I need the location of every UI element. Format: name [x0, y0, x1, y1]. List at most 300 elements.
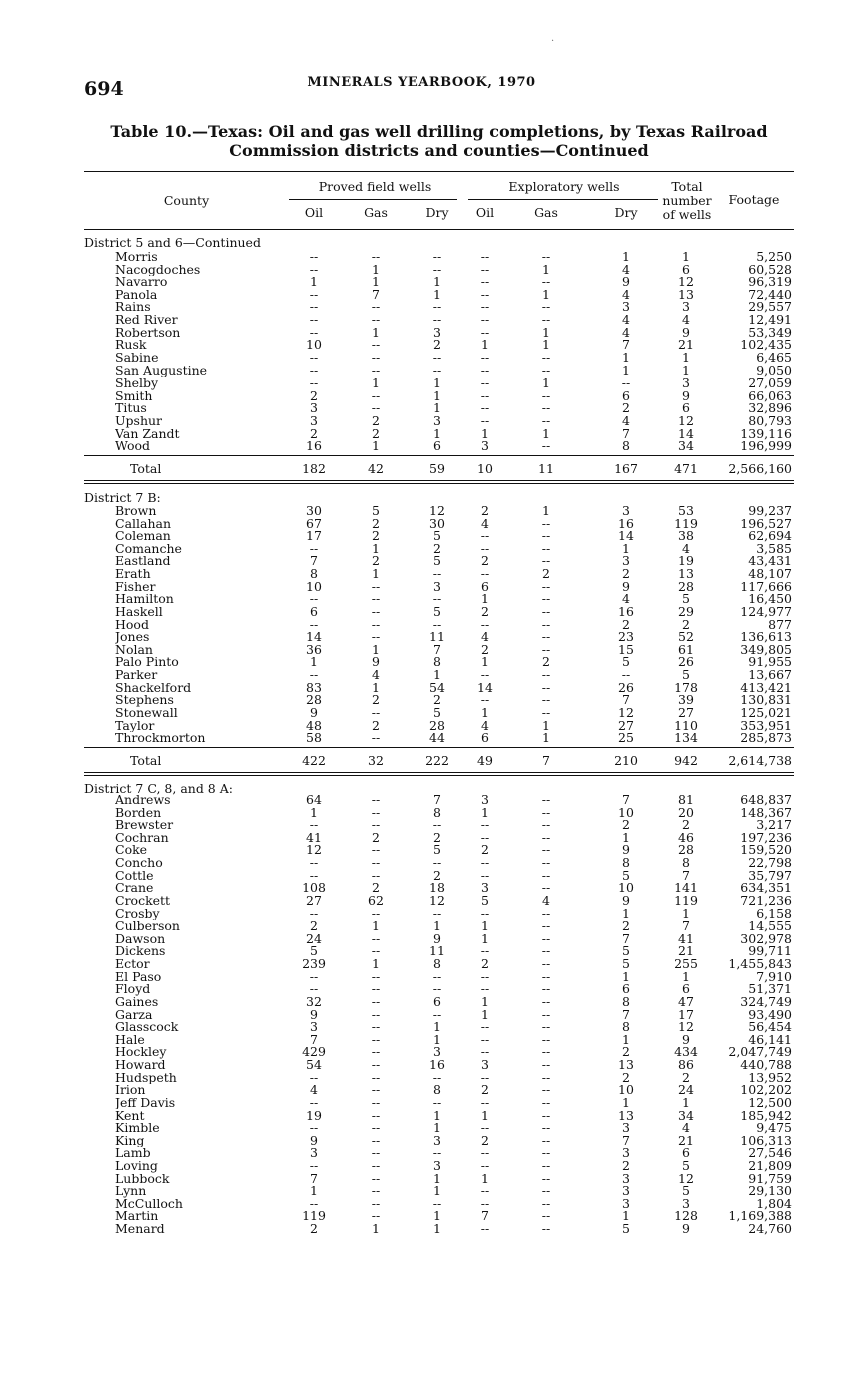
proved-oil-cell: 9: [310, 1132, 318, 1148]
footage-cell: 102,435: [740, 337, 792, 353]
proved-oil-cell: 14: [306, 629, 322, 645]
exploratory-dry-cell: 4: [622, 261, 630, 277]
footage-cell: 9,050: [756, 362, 792, 378]
county-name: Hockley: [115, 1046, 167, 1059]
total-header-line-2: number: [662, 193, 712, 208]
exploratory-gas-cell: --: [541, 956, 551, 972]
proved-gas-cell: --: [371, 1031, 381, 1047]
total-wells-cell: 17: [678, 1006, 694, 1022]
proved-gas-cell: --: [371, 400, 381, 416]
proved-oil-cell: 30: [306, 503, 322, 518]
exploratory-gas-cell: --: [541, 1107, 551, 1123]
footage-cell: 1,169,388: [728, 1208, 792, 1224]
county-name: El Paso: [115, 970, 162, 984]
proved-gas-cell: --: [371, 1170, 381, 1186]
proved-dry-cell: --: [432, 362, 442, 378]
county-name: Gaines: [115, 995, 159, 1009]
county-name: Fisher: [115, 580, 156, 594]
county-name: Callahan: [115, 517, 172, 531]
county-name: Robertson: [115, 326, 181, 340]
proved-oil-cell: 4: [310, 1082, 318, 1098]
exploratory-gas-cell: --: [541, 1145, 551, 1161]
footage-cell: 3,585: [756, 540, 792, 556]
exploratory-dry-cell: 3: [622, 1145, 630, 1161]
proved-oil-cell: 7: [310, 1170, 318, 1186]
proved-dry-cell: 2: [433, 692, 441, 708]
exploratory-dry-cell: --: [621, 667, 631, 683]
exploratory-oil-cell: 2: [481, 1132, 489, 1148]
county-name: Concho: [115, 857, 163, 870]
exploratory-oil-cell: 3: [481, 880, 489, 896]
exploratory-dry-cell: 1: [622, 349, 630, 365]
proved-gas-cell: 5: [372, 503, 380, 518]
total-wells-cell: 1: [682, 968, 690, 984]
footage-cell: 285,873: [740, 730, 792, 746]
exploratory-oil-cell: --: [480, 1157, 490, 1173]
proved-dry-cell: --: [432, 1094, 442, 1110]
page-number: 694: [84, 78, 124, 100]
exploratory-dry-cell: 2: [622, 817, 630, 833]
proved-oil-cell: 36: [306, 641, 322, 657]
footage-cell: 353,951: [740, 717, 792, 733]
proved-dry-cell: 8: [433, 654, 441, 670]
proved-dry-cell: 2: [433, 337, 441, 353]
exploratory-oil-total-cell: 49: [477, 753, 493, 768]
exploratory-oil-cell: 6: [481, 730, 489, 746]
speck-mark: ·: [551, 36, 555, 47]
exploratory-gas-cell: --: [541, 540, 551, 556]
proved-oil-cell: 2: [310, 387, 318, 403]
exploratory-oil-cell: 2: [481, 1082, 489, 1098]
proved-oil-cell: 429: [302, 1044, 326, 1060]
proved-oil-cell: 17: [306, 528, 322, 544]
proved-oil-cell: 7: [310, 553, 318, 569]
proved-gas-cell: --: [371, 704, 381, 720]
county-name: Glasscock: [115, 1021, 179, 1034]
footage-cell: 22,798: [748, 855, 792, 871]
proved-dry-cell: 5: [433, 553, 441, 569]
exploratory-gas-total-cell: 11: [538, 461, 554, 476]
proved-gas-cell: 1: [372, 540, 380, 556]
total-wells-cell: 3: [682, 375, 690, 391]
proved-oil-cell: 1: [310, 1183, 318, 1199]
proved-oil-cell: --: [309, 667, 319, 683]
proved-dry-cell: 3: [433, 1132, 441, 1148]
proved-oil-cell: 7: [310, 1031, 318, 1047]
exploratory-oil-cell: 1: [481, 993, 489, 1009]
exploratory-dry-cell: 10: [618, 880, 634, 896]
table-title-line-1: Table 10.—Texas: Oil and gas well drilling completions, by Texas Railroad: [110, 122, 768, 141]
proved-dry-cell: 11: [429, 629, 445, 645]
exploratory-oil-cell: --: [480, 387, 490, 403]
proved-gas-cell: --: [371, 981, 381, 997]
exploratory-dry-cell: 3: [622, 299, 630, 315]
proved-oil-total-cell: 422: [302, 753, 326, 768]
footage-cell: 440,788: [740, 1057, 792, 1073]
county-name: Brewster: [115, 819, 174, 832]
footage-total-cell: 2,566,160: [728, 461, 792, 476]
exploratory-oil-cell: 2: [481, 956, 489, 972]
proved-oil-cell: 119: [302, 1208, 326, 1224]
exploratory-dry-cell: 3: [622, 1183, 630, 1199]
proved-gas-cell: --: [371, 616, 381, 632]
proved-dry-cell: --: [432, 1006, 442, 1022]
proved-dry-cell: 1: [433, 1019, 441, 1035]
proved-gas-cell: 1: [372, 679, 380, 695]
exploratory-oil-cell: 4: [481, 515, 489, 531]
proved-gas-cell: 1: [372, 274, 380, 290]
proved-oil-cell: --: [309, 1094, 319, 1110]
total-wells-cell: 86: [678, 1057, 694, 1073]
exploratory-gas-cell: 1: [542, 286, 550, 302]
county-name: Nacogdoches: [115, 263, 201, 277]
county-name: Jones: [115, 631, 150, 644]
proved-group-rule: [289, 199, 457, 200]
total-wells-cell: 9: [682, 387, 690, 403]
exploratory-dry-cell: 2: [622, 1157, 630, 1173]
exploratory-dry-cell: 13: [618, 1057, 634, 1073]
total-wells-cell: 128: [674, 1208, 698, 1224]
proved-oil-cell: --: [309, 261, 319, 277]
exploratory-gas-cell: --: [541, 515, 551, 531]
proved-dry-cell: --: [432, 349, 442, 365]
proved-gas-total-cell: 32: [368, 753, 384, 768]
total-label: Total: [130, 755, 162, 768]
county-name: Stephens: [115, 694, 174, 707]
exploratory-dry-cell: 1: [622, 249, 630, 264]
exploratory-oil-cell: 2: [481, 603, 489, 619]
total-wells-cell: 2: [682, 1069, 690, 1085]
running-title: MINERALS YEARBOOK, 1970: [307, 75, 536, 90]
footage-cell: 648,837: [740, 792, 792, 807]
county-name: Nolan: [115, 643, 153, 657]
exploratory-dry-cell: 23: [618, 629, 634, 645]
county-name: Howard: [115, 1059, 166, 1072]
county-name: Rusk: [115, 339, 147, 352]
proved-gas-cell: --: [371, 1107, 381, 1123]
exploratory-oil-cell: 14: [477, 679, 493, 695]
footage-cell: 43,431: [748, 553, 792, 569]
proved-gas-cell: --: [371, 1094, 381, 1110]
proved-dry-cell: 3: [433, 413, 441, 429]
exploratory-gas-cell: 1: [542, 375, 550, 391]
proved-gas-cell: --: [371, 1195, 381, 1211]
exploratory-oil-cell: 1: [481, 804, 489, 820]
total-wells-total-cell: 942: [674, 753, 698, 768]
exploratory-oil-cell: --: [480, 692, 490, 708]
proved-dry-cell: 7: [433, 641, 441, 657]
district-title: District 7 B:: [84, 490, 161, 505]
exploratory-gas-cell: --: [541, 679, 551, 695]
proved-oil-cell: --: [309, 968, 319, 984]
proved-gas-header: Gas: [364, 205, 388, 220]
footage-total-cell: 2,614,738: [728, 753, 792, 768]
proved-gas-cell: --: [371, 993, 381, 1009]
proved-dry-cell: 3: [433, 324, 441, 340]
proved-oil-header: Oil: [304, 205, 324, 220]
proved-dry-cell: 2: [433, 867, 441, 883]
total-wells-cell: 24: [678, 1082, 694, 1098]
exploratory-oil-cell: --: [480, 905, 490, 921]
proved-oil-cell: --: [309, 312, 319, 328]
exploratory-gas-cell: --: [541, 817, 551, 833]
proved-gas-cell: --: [371, 804, 381, 820]
total-wells-cell: 6: [682, 1145, 690, 1161]
exploratory-gas-cell: 2: [542, 654, 550, 670]
proved-dry-cell: --: [432, 616, 442, 632]
county-name: Haskell: [115, 605, 163, 619]
county-name: Coleman: [115, 530, 171, 543]
exploratory-dry-cell: 9: [622, 578, 630, 594]
total-wells-cell: 3: [682, 299, 690, 315]
footage-cell: 60,528: [748, 261, 792, 277]
county-name: Jeff Davis: [115, 1096, 176, 1110]
county-name: Hudspeth: [115, 1071, 177, 1085]
county-name: King: [115, 1134, 145, 1148]
exploratory-dry-cell: 7: [622, 337, 630, 353]
exploratory-gas-cell: 1: [542, 425, 550, 441]
exploratory-dry-cell: --: [621, 375, 631, 391]
total-wells-cell: 5: [682, 591, 690, 607]
exploratory-dry-cell: 1: [622, 1094, 630, 1110]
proved-dry-cell: 3: [433, 1157, 441, 1173]
footage-cell: 2,047,749: [728, 1044, 792, 1060]
total-wells-cell: 119: [674, 515, 698, 531]
proved-dry-cell: 9: [433, 930, 441, 946]
exploratory-oil-cell: --: [480, 362, 490, 378]
proved-gas-cell: 2: [372, 515, 380, 531]
exploratory-gas-cell: --: [541, 299, 551, 315]
section-double-rule: [84, 480, 794, 481]
exploratory-gas-cell: --: [541, 603, 551, 619]
total-header-line-1: Total: [671, 179, 703, 194]
exploratory-wells-header: Exploratory wells: [508, 179, 620, 194]
county-name: Cochran: [115, 831, 169, 845]
exploratory-dry-cell: 3: [622, 1170, 630, 1186]
footage-cell: 148,367: [740, 804, 792, 820]
proved-gas-cell: 1: [372, 956, 380, 972]
proved-oil-cell: 27: [306, 892, 322, 908]
proved-dry-cell: 12: [429, 503, 445, 518]
total-row: [84, 463, 794, 476]
proved-oil-cell: 2: [310, 425, 318, 441]
exploratory-gas-cell: --: [541, 1120, 551, 1136]
county-name: Martin: [115, 1210, 159, 1224]
exploratory-oil-cell: --: [480, 274, 490, 290]
footage-cell: 3,217: [756, 817, 792, 833]
total-wells-cell: 13: [678, 286, 694, 302]
exploratory-oil-cell: --: [480, 261, 490, 277]
total-wells-cell: 21: [678, 337, 694, 353]
header-bottom-rule: [84, 229, 794, 230]
total-wells-cell: 255: [674, 956, 698, 972]
proved-gas-total-cell: 42: [368, 461, 384, 476]
footage-cell: 125,021: [740, 704, 792, 720]
exploratory-gas-cell: 2: [542, 566, 550, 582]
exploratory-gas-cell: --: [541, 528, 551, 544]
proved-gas-cell: --: [371, 1006, 381, 1022]
footage-cell: 136,613: [740, 629, 792, 645]
total-wells-cell: 2: [682, 817, 690, 833]
table-title: [84, 122, 794, 160]
proved-oil-cell: --: [309, 249, 319, 264]
proved-oil-cell: --: [309, 591, 319, 607]
exploratory-dry-cell: 13: [618, 1107, 634, 1123]
footage-cell: 196,999: [740, 438, 792, 454]
exploratory-gas-cell: --: [541, 804, 551, 820]
footage-cell: 13,952: [748, 1069, 792, 1085]
footage-cell: 96,319: [748, 274, 792, 290]
proved-oil-cell: 9: [310, 1006, 318, 1022]
total-wells-cell: 6: [682, 261, 690, 277]
county-name: Loving: [115, 1159, 158, 1173]
county-name: Panola: [115, 288, 158, 302]
table-title-line-2: Commission districts and counties—Continued: [229, 141, 649, 160]
exploratory-oil-cell: 1: [481, 918, 489, 934]
exploratory-oil-cell: --: [480, 540, 490, 556]
exploratory-dry-cell: 4: [622, 413, 630, 429]
proved-oil-cell: 32: [306, 993, 322, 1009]
proved-dry-cell: 6: [433, 993, 441, 1009]
county-name: Crane: [115, 882, 154, 895]
exploratory-gas-cell: --: [541, 968, 551, 984]
exploratory-oil-cell: 1: [481, 1107, 489, 1123]
exploratory-dry-cell: 3: [622, 1195, 630, 1211]
proved-gas-cell: --: [371, 855, 381, 871]
exploratory-dry-cell: 2: [622, 918, 630, 934]
footage-cell: 139,116: [740, 425, 792, 441]
total-wells-cell: 4: [682, 312, 690, 328]
exploratory-gas-cell: --: [541, 387, 551, 403]
exploratory-gas-cell: 1: [542, 730, 550, 746]
proved-oil-cell: 67: [306, 515, 322, 531]
total-wells-cell: 5: [682, 1183, 690, 1199]
total-wells-cell: 12: [678, 274, 694, 290]
county-name: Hale: [115, 1033, 145, 1047]
district-title: District 5 and 6—Continued: [84, 235, 261, 250]
proved-gas-cell: --: [371, 930, 381, 946]
proved-dry-cell: 1: [433, 286, 441, 302]
exploratory-oil-cell: --: [480, 667, 490, 683]
proved-dry-cell: 1: [433, 1031, 441, 1047]
exploratory-gas-cell: --: [541, 930, 551, 946]
proved-gas-cell: --: [371, 1082, 381, 1098]
footage-cell: 413,421: [740, 679, 792, 695]
proved-dry-cell: 3: [433, 578, 441, 594]
county-name: San Augustine: [115, 364, 208, 378]
exploratory-oil-cell: 2: [481, 842, 489, 858]
section-double-rule: [84, 772, 794, 773]
exploratory-dry-cell: 8: [622, 855, 630, 871]
proved-gas-cell: 9: [372, 654, 380, 670]
exploratory-oil-cell: --: [480, 1031, 490, 1047]
exploratory-oil-cell: --: [480, 528, 490, 544]
exploratory-gas-cell: --: [541, 993, 551, 1009]
county-name: Shelby: [115, 377, 159, 390]
exploratory-dry-cell: 1: [622, 905, 630, 921]
proved-dry-cell: --: [432, 968, 442, 984]
exploratory-gas-cell: --: [541, 981, 551, 997]
footage-cell: 13,667: [748, 667, 792, 683]
exploratory-gas-cell: --: [541, 1195, 551, 1211]
exploratory-gas-cell: 1: [542, 717, 550, 733]
proved-oil-cell: 2: [310, 918, 318, 934]
footage-cell: 27,059: [748, 375, 792, 391]
county-name: Lamb: [115, 1147, 151, 1160]
proved-oil-cell: 3: [310, 413, 318, 429]
total-wells-cell: 1: [682, 362, 690, 378]
footage-cell: 6,158: [756, 905, 792, 921]
exploratory-oil-cell: --: [480, 616, 490, 632]
exploratory-gas-cell: --: [541, 641, 551, 657]
proved-dry-cell: 1: [433, 1120, 441, 1136]
proved-gas-cell: 2: [372, 425, 380, 441]
proved-dry-cell: 16: [429, 1057, 445, 1073]
exploratory-dry-cell: 27: [618, 717, 634, 733]
proved-gas-cell: --: [371, 867, 381, 883]
exploratory-gas-cell: 1: [542, 503, 550, 518]
proved-field-wells-header: Proved field wells: [318, 179, 432, 194]
proved-dry-cell: 2: [433, 829, 441, 845]
footage-cell: 93,490: [748, 1006, 792, 1022]
county-name: Upshur: [115, 415, 163, 428]
total-wells-cell: 34: [678, 1107, 694, 1123]
exploratory-oil-cell: 7: [481, 1208, 489, 1224]
exploratory-gas-cell: --: [541, 349, 551, 365]
total-wells-cell: 9: [682, 1031, 690, 1047]
proved-gas-cell: --: [371, 1057, 381, 1073]
proved-dry-cell: 30: [429, 515, 445, 531]
proved-gas-cell: 1: [372, 566, 380, 582]
total-wells-cell: 6: [682, 400, 690, 416]
proved-gas-cell: --: [371, 842, 381, 858]
proved-oil-cell: 3: [310, 1145, 318, 1161]
exploratory-oil-cell: --: [480, 1221, 490, 1237]
exploratory-gas-cell: --: [541, 1132, 551, 1148]
proved-dry-cell: 1: [433, 1183, 441, 1199]
footage-cell: 29,557: [748, 299, 792, 315]
county-name: Red River: [115, 314, 178, 327]
exploratory-oil-cell: 2: [481, 553, 489, 569]
exploratory-gas-cell: --: [541, 578, 551, 594]
exploratory-dry-total-cell: 167: [614, 461, 638, 476]
proved-oil-cell: 2: [310, 1221, 318, 1237]
proved-oil-cell: 41: [306, 829, 322, 845]
proved-oil-cell: 6: [310, 603, 318, 619]
proved-oil-cell: 5: [310, 943, 318, 959]
exploratory-dry-cell: 5: [622, 1221, 630, 1237]
footage-cell: 16,450: [748, 591, 792, 607]
exploratory-dry-cell: 8: [622, 993, 630, 1009]
proved-oil-cell: 83: [306, 679, 322, 695]
footage-cell: 99,711: [748, 943, 792, 959]
exploratory-oil-cell: --: [480, 375, 490, 391]
district-heading: [84, 237, 794, 250]
total-row: [84, 755, 794, 768]
exploratory-dry-cell: 1: [622, 540, 630, 556]
exploratory-dry-cell: 1: [622, 1208, 630, 1224]
footage-cell: 53,349: [748, 324, 792, 340]
proved-gas-cell: 1: [372, 438, 380, 454]
total-wells-cell: 26: [678, 654, 694, 670]
exploratory-oil-cell: --: [480, 312, 490, 328]
proved-dry-cell: 1: [433, 1221, 441, 1237]
exploratory-oil-cell: 2: [481, 503, 489, 518]
footage-cell: 91,759: [748, 1170, 792, 1186]
exploratory-gas-cell: --: [541, 1006, 551, 1022]
total-wells-cell: 12: [678, 1170, 694, 1186]
proved-oil-total-cell: 182: [302, 461, 326, 476]
